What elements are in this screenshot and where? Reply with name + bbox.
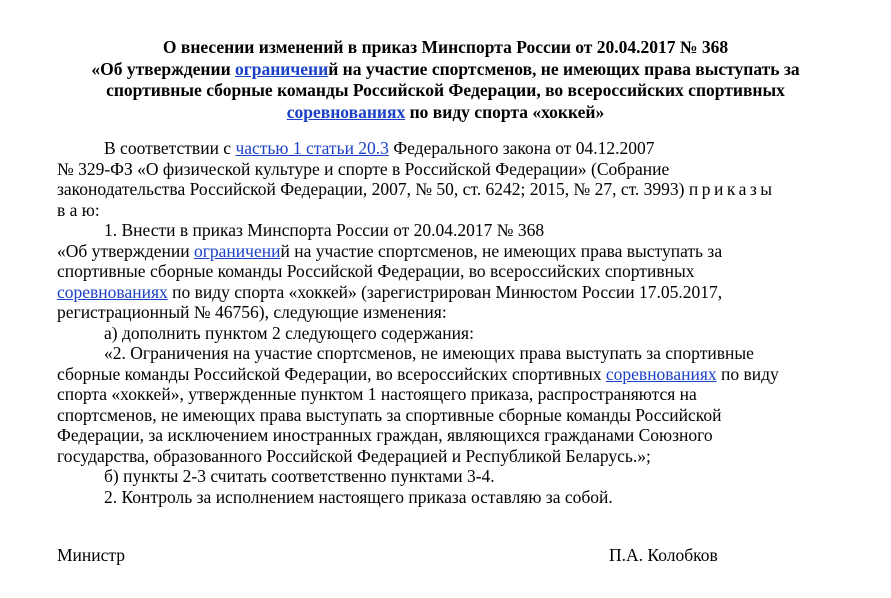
- body-text: по виду спорта «хоккей» (зарегистрирован Минюстом России 17.05.2017,: [167, 281, 723, 302]
- paragraph-line: б) пункты 2-3 считать соответственно пунктами 3-4.: [104, 466, 495, 486]
- body-text: В соответствии с: [104, 138, 236, 158]
- title-line-3: спортивные сборные команды Российской Федерации, во всероссийских спортивных: [106, 80, 785, 100]
- title-text: й на участие спортсменов, не имеющих права выступать за: [328, 58, 800, 79]
- title-text: по виду спорта «хоккей»: [405, 101, 605, 122]
- title-link-ogranicheniy[interactable]: ограничени: [235, 58, 329, 79]
- title-text: «Об утверждении: [91, 58, 236, 79]
- body-text: «Об утверждении: [57, 240, 194, 261]
- document-body: [57, 138, 857, 507]
- title-line-2: [40, 59, 851, 81]
- paragraph-line: [57, 364, 857, 385]
- paragraph-line: регистрационный № 46756), следующие изменения:: [57, 302, 447, 322]
- link-ogranicheniy[interactable]: ограничени: [193, 240, 281, 261]
- paragraph-line: государства, образованного Российской Федерацией и Республикой Беларусь.»;: [57, 445, 651, 466]
- link-article-20-3[interactable]: частью 1 статьи 20.3: [235, 138, 389, 158]
- paragraph-line: а) дополнить пунктом 2 следующего содержания:: [104, 322, 474, 343]
- paragraph-line: [57, 138, 857, 159]
- body-text: й на участие спортсменов, не имеющих права выступать за: [280, 240, 723, 261]
- signatory-position: Министр: [57, 545, 126, 565]
- paragraph-line: 1. Внести в приказ Минспорта России от 20.04.2017 № 368: [104, 220, 545, 240]
- body-text: сборные команды Российской Федерации, во всероссийских спортивных: [57, 363, 606, 384]
- paragraph-line: спортивные сборные команды Российской Федерации, во всероссийских спортивных: [57, 261, 695, 281]
- paragraph-line: 2. Контроль за исполнением настоящего приказа оставляю за собой.: [104, 486, 613, 507]
- signatory-name: П.А. Колобков: [609, 545, 718, 565]
- link-sorevnovaniyah[interactable]: соревнованиях: [57, 281, 168, 302]
- paragraph-line: спорта «хоккей», утвержденные пунктом 1 настоящего приказа, распространяются на: [57, 384, 697, 404]
- spaced-word-prikazy: приказы: [688, 179, 776, 199]
- body-text: по виду: [716, 363, 779, 384]
- title-line-1: О внесении изменений в приказ Минспорта России от 20.04.2017 № 368: [162, 37, 729, 57]
- body-text: законодательства Российской Федерации, 2007, № 50, ст. 6242; 2015, № 27, ст. 3993): [57, 179, 689, 199]
- paragraph-line: спортсменов, не имеющих права выступать за спортивные сборные команды Российской: [57, 404, 722, 425]
- paragraph-line: Федерации, за исключением иностранных граждан, являющихся гражданами Союзного: [57, 425, 713, 445]
- link-sorevnovaniyah-2[interactable]: соревнованиях: [605, 363, 717, 384]
- paragraph-line: [57, 241, 857, 262]
- paragraph-line: [57, 282, 857, 303]
- title-link-sorevnovaniyah[interactable]: соревнованиях: [286, 101, 406, 122]
- paragraph-line: в а ю:: [57, 199, 100, 220]
- paragraph-line: [57, 179, 857, 200]
- paragraph-line: № 329-ФЗ «О физической культуре и спорте в Российской Федерации» (Собрание: [57, 158, 670, 179]
- document-title: [40, 37, 851, 123]
- body-text: Федерального закона от 04.12.2007: [388, 138, 655, 158]
- title-line-4: [40, 102, 851, 124]
- paragraph-line: «2. Ограничения на участие спортсменов, не имеющих права выступать за спортивные: [104, 343, 754, 363]
